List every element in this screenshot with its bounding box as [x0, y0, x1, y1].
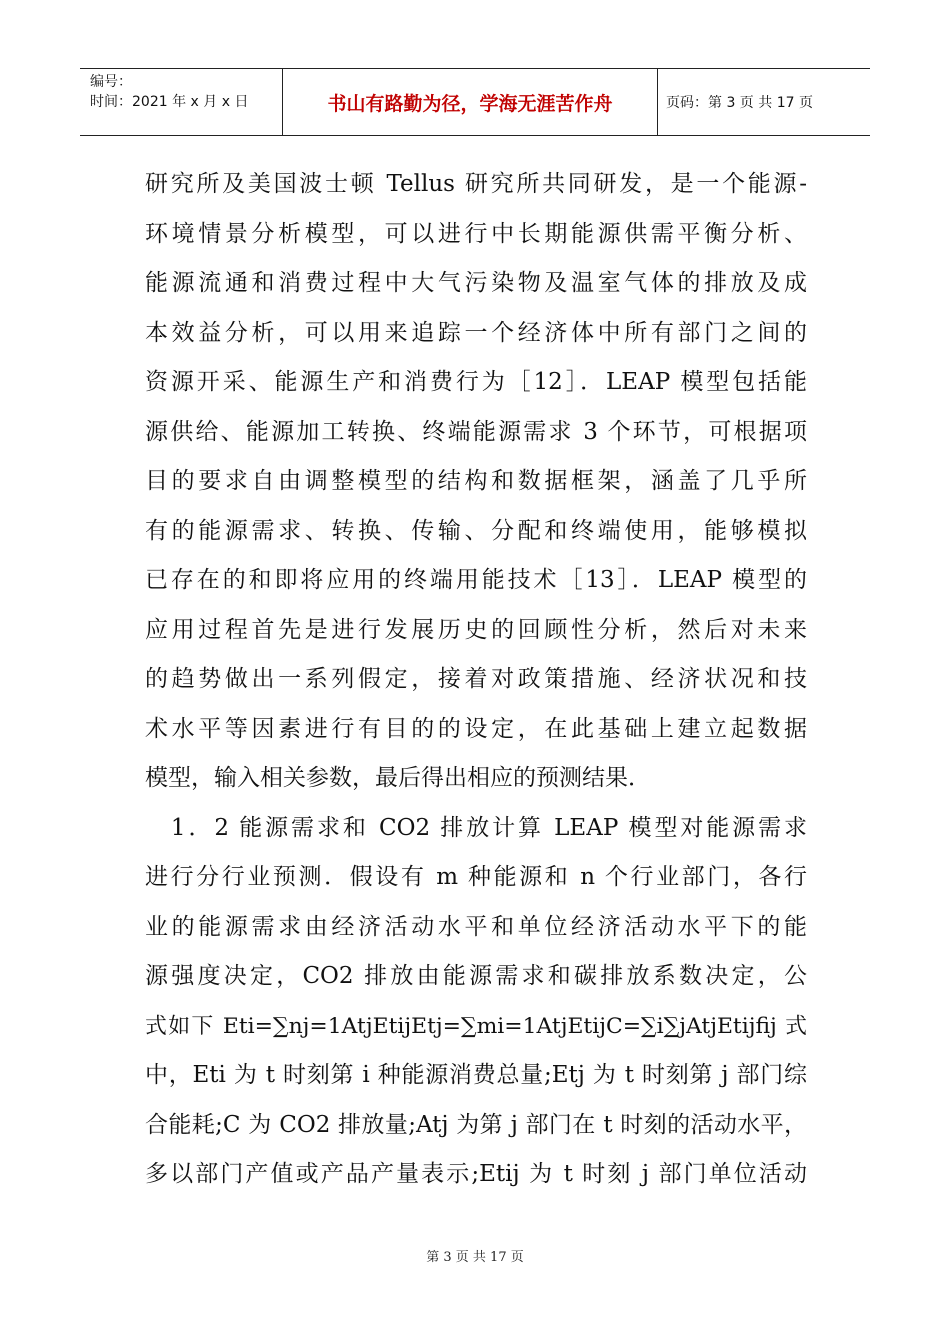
text-line: 进行分行业预测．假设有 m 种能源和 n 个行业部门，各行 [145, 864, 807, 890]
text-line: 应用过程首先是进行发展历史的回顾性分析，然后对未来 [145, 616, 807, 643]
text-line: 有的能源需求、转换、传输、分配和终端使用，能够模拟 [145, 517, 807, 544]
body-text [145, 160, 807, 1200]
header-motto: 书山有路勤为径，学海无涯苦作舟 [282, 69, 658, 135]
text-line: 环境情景分析模型，可以进行中长期能源供需平衡分析、 [145, 220, 807, 247]
text-line: 已存在的和即将应用的终端用能技术［13］．LEAP 模型的 [145, 567, 807, 593]
text-line: 目的要求自由调整模型的结构和数据框架，涵盖了几乎所 [145, 468, 807, 494]
text-line: 式如下 Eti=∑nj=1AtjEtijEtj=∑mi=1AtjEtijC=∑i∑jAtjEtijfij 式 [145, 1013, 807, 1039]
text-line: 源供给、能源加工转换、终端能源需求 3 个环节，可根据项 [145, 418, 807, 445]
text-line: 能源流通和消费过程中大气污染物及温室气体的排放及成 [145, 270, 807, 296]
text-line: 资源开采、能源生产和消费行为［12］．LEAP 模型包括能 [145, 369, 807, 395]
date-label: 时间：2021 年 x 月 x 日 [90, 94, 249, 110]
number-label: 编号： [90, 74, 132, 90]
text-line: 中，Eti 为 t 时刻第 i 种能源消费总量;Etj 为 t 时刻第 j 部门综 [145, 1062, 807, 1088]
text-line: 本效益分析，可以用来追踪一个经济体中所有部门之间的 [145, 319, 807, 346]
header-page-info: 页码：第 3 页 共 17 页 [666, 95, 813, 111]
page-footer: 第 3 页 共 17 页 [426, 1250, 524, 1265]
paragraph [145, 160, 807, 804]
text-line: 研究所及美国波士顿 Tellus 研究所共同研发，是一个能源- [145, 171, 807, 197]
text-line: 模型，输入相关参数，最后得出相应的预测结果． [145, 765, 651, 791]
text-line: 多以部门产值或产品产量表示;Etij 为 t 时刻 j 部门单位活动 [145, 1161, 807, 1187]
text-line: 的趋势做出一系列假定，接着对政策措施、经济状况和技 [145, 666, 807, 692]
text-line: 源强度决定，CO2 排放由能源需求和碳排放系数决定，公 [145, 963, 807, 989]
header-meta [80, 69, 282, 135]
text-line: 术水平等因素进行有目的的设定，在此基础上建立起数据 [145, 715, 807, 742]
document-header [80, 68, 870, 136]
text-line: 合能耗;C 为 CO2 排放量;Atj 为第 j 部门在 t 时刻的活动水平， [145, 1111, 807, 1138]
paragraph [145, 804, 807, 1200]
text-line: 1．2 能源需求和 CO2 排放计算 LEAP 模型对能源需求 [145, 814, 807, 841]
text-line: 业的能源需求由经济活动水平和单位经济活动水平下的能 [145, 913, 807, 940]
